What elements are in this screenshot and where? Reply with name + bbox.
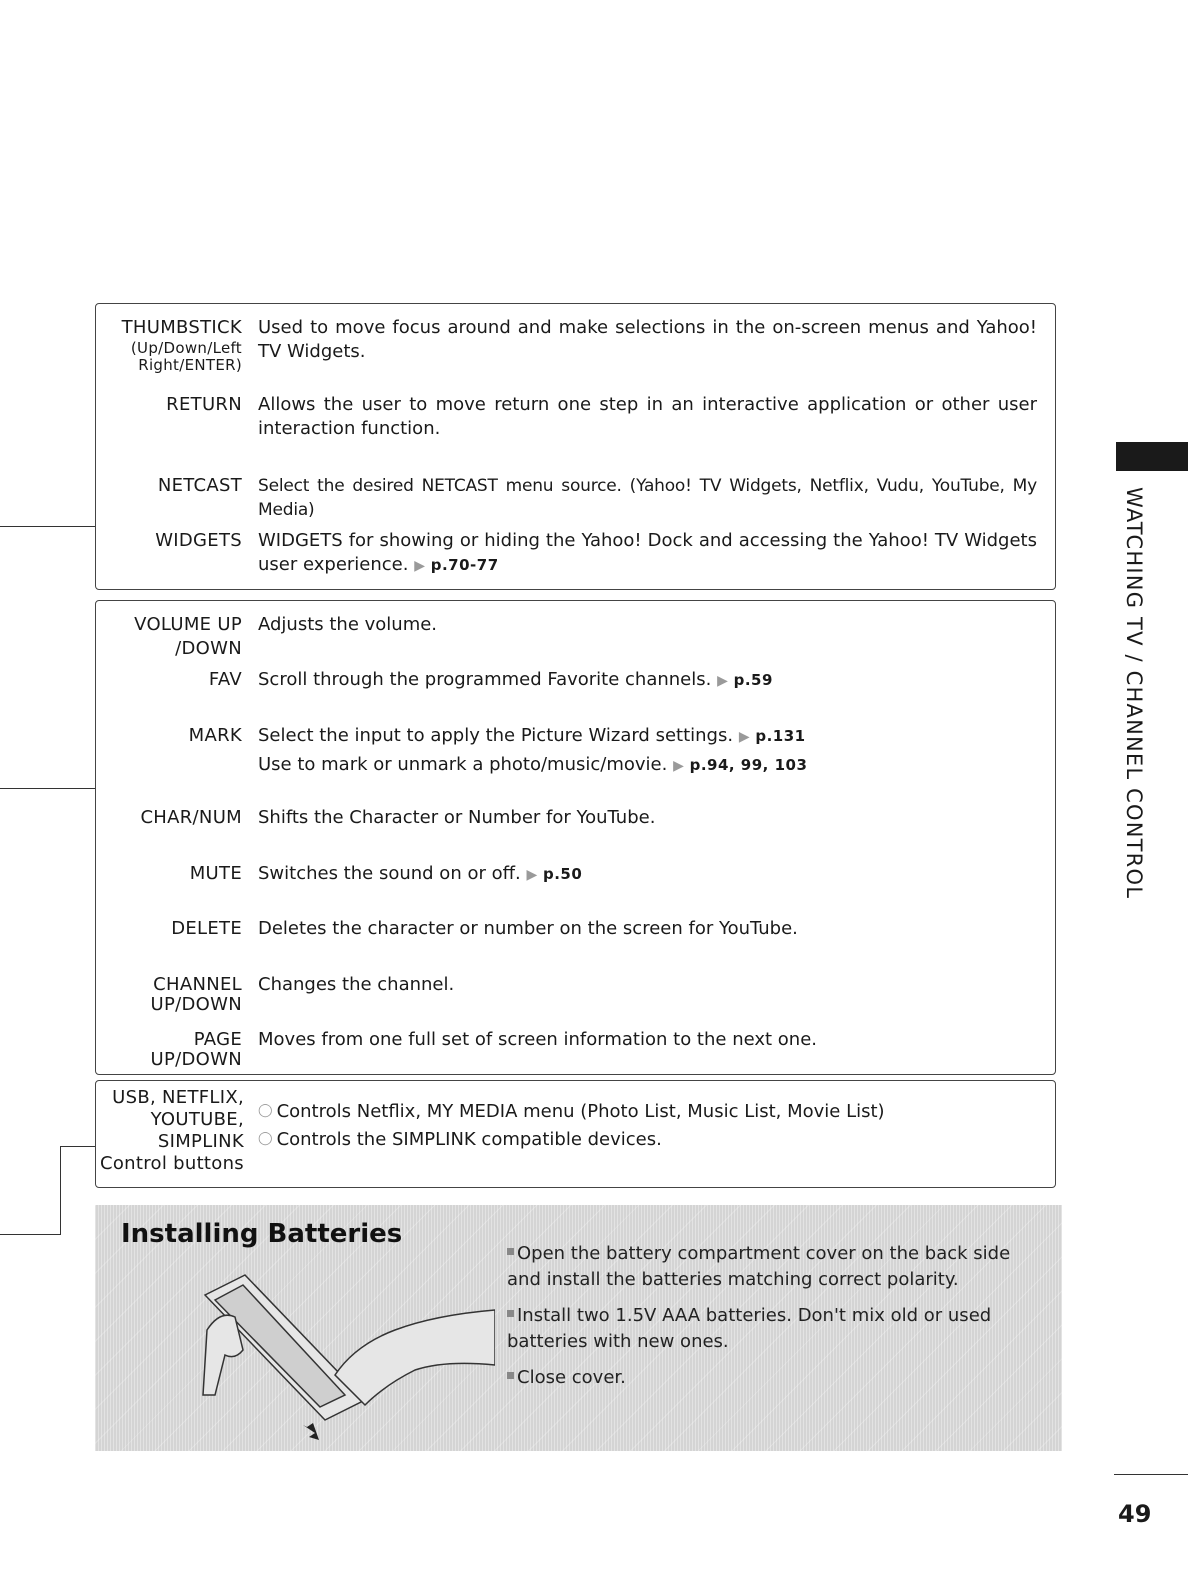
remote-functions-box-1 (95, 303, 1056, 590)
bullet-icon (507, 1310, 514, 1317)
key-label: USB, NETFLIX, (112, 1087, 244, 1108)
key-sublabel: Right/ENTER) (138, 356, 242, 374)
key-label: NETCAST (157, 475, 242, 496)
key-label: UP/DOWN (150, 1049, 242, 1070)
list-item (258, 1097, 1037, 1125)
step-text: Open the battery compartment cover on the back side and install the batteries matching correct polarity. (507, 1243, 1011, 1290)
section-title: Installing Batteries (121, 1219, 403, 1249)
key-label: PAGE (193, 1029, 242, 1050)
key-label: CHAR/NUM (140, 807, 242, 828)
connector-line-3b (60, 1146, 61, 1235)
key-label: Control buttons (99, 1153, 244, 1174)
key-description: Select the desired NETCAST menu source. (Yahoo! TV Widgets, Netflix, Vudu, YouTube, My Media) (258, 476, 1037, 520)
key-description: Allows the user to move return one step in an interactive application or other user interaction function. (258, 394, 1037, 439)
divider (1114, 1474, 1188, 1475)
key-label: MARK (188, 725, 242, 746)
section-tab-marker (1116, 442, 1188, 471)
remote-functions-box-3 (95, 1080, 1056, 1188)
key-description: Shifts the Character or Number for YouTube. (258, 807, 656, 828)
page-ref-arrow-icon: ▶ (526, 867, 538, 883)
remote-functions-box-2 (95, 600, 1056, 1075)
section-side-title: WATCHING TV / CHANNEL CONTROL (1122, 487, 1146, 900)
key-label: WIDGETS (155, 530, 242, 551)
bullet-icon: ◯ (258, 1103, 273, 1118)
list-item (507, 1303, 1032, 1355)
page-reference: p.94, 99, 103 (689, 756, 808, 774)
bullet-icon (507, 1372, 514, 1379)
list-item (258, 1125, 1037, 1153)
key-description: Use to mark or unmark a photo/music/movie. (258, 754, 668, 775)
connector-line-3c (0, 1234, 61, 1235)
installing-batteries-panel (95, 1205, 1062, 1451)
page-reference: p.50 (542, 865, 583, 883)
key-label: VOLUME UP (134, 614, 242, 635)
page-ref-arrow-icon: ▶ (717, 673, 728, 689)
key-label: FAV (208, 669, 242, 690)
step-text: Close cover. (517, 1367, 626, 1388)
key-description: WIDGETS for showing or hiding the Yahoo! Dock and accessing the Yahoo! TV Widgets user experience. (258, 530, 1037, 575)
key-description: Deletes the character or number on the screen for YouTube. (258, 918, 798, 939)
battery-installation-illustration-icon (195, 1255, 495, 1440)
key-description: Switches the sound on or off. (258, 863, 521, 884)
step-text: Install two 1.5V AAA batteries. Don't mix old or used batteries with new ones. (507, 1305, 992, 1352)
page-number: 49 (1118, 1500, 1152, 1528)
key-description: Adjusts the volume. (258, 614, 438, 635)
bullet-text: Controls the SIMPLINK compatible devices. (276, 1129, 662, 1150)
key-description: Changes the channel. (258, 974, 455, 995)
page-ref-arrow-icon: ▶ (738, 729, 750, 745)
page-reference: p.70-77 (430, 556, 499, 574)
bullet-icon: ◯ (258, 1131, 273, 1146)
list-item (507, 1365, 1032, 1391)
key-label: CHANNEL (153, 974, 242, 995)
key-description: Select the input to apply the Picture Wizard settings. (258, 725, 734, 746)
connector-line-2 (0, 788, 95, 789)
key-label: UP/DOWN (150, 994, 242, 1015)
key-label: SIMPLINK (157, 1131, 244, 1152)
key-label: RETURN (166, 394, 242, 415)
list-item (507, 1241, 1032, 1293)
key-description: Used to move focus around and make selections in the on-screen menus and Yahoo! TV Widgets. (258, 317, 1037, 362)
key-sublabel: (Up/Down/Left (130, 339, 242, 357)
key-label: DELETE (171, 918, 242, 939)
key-label: THUMBSTICK (121, 317, 242, 338)
key-description: Scroll through the programmed Favorite channels. (258, 669, 712, 690)
connector-line-3a (60, 1146, 95, 1147)
page-reference: p.59 (733, 671, 773, 689)
page-ref-arrow-icon: ▶ (673, 758, 684, 774)
bullet-icon (507, 1248, 514, 1255)
key-description: Moves from one full set of screen information to the next one. (258, 1029, 818, 1050)
key-label: YOUTUBE, (150, 1109, 244, 1130)
key-label: MUTE (189, 863, 242, 884)
page-reference: p.131 (755, 727, 806, 745)
key-label: /DOWN (175, 638, 242, 659)
connector-line-1 (0, 526, 95, 527)
page-ref-arrow-icon: ▶ (414, 558, 425, 574)
battery-steps-list (507, 1241, 1032, 1401)
bullet-text: Controls Netflix, MY MEDIA menu (Photo List, Music List, Movie List) (276, 1101, 885, 1122)
